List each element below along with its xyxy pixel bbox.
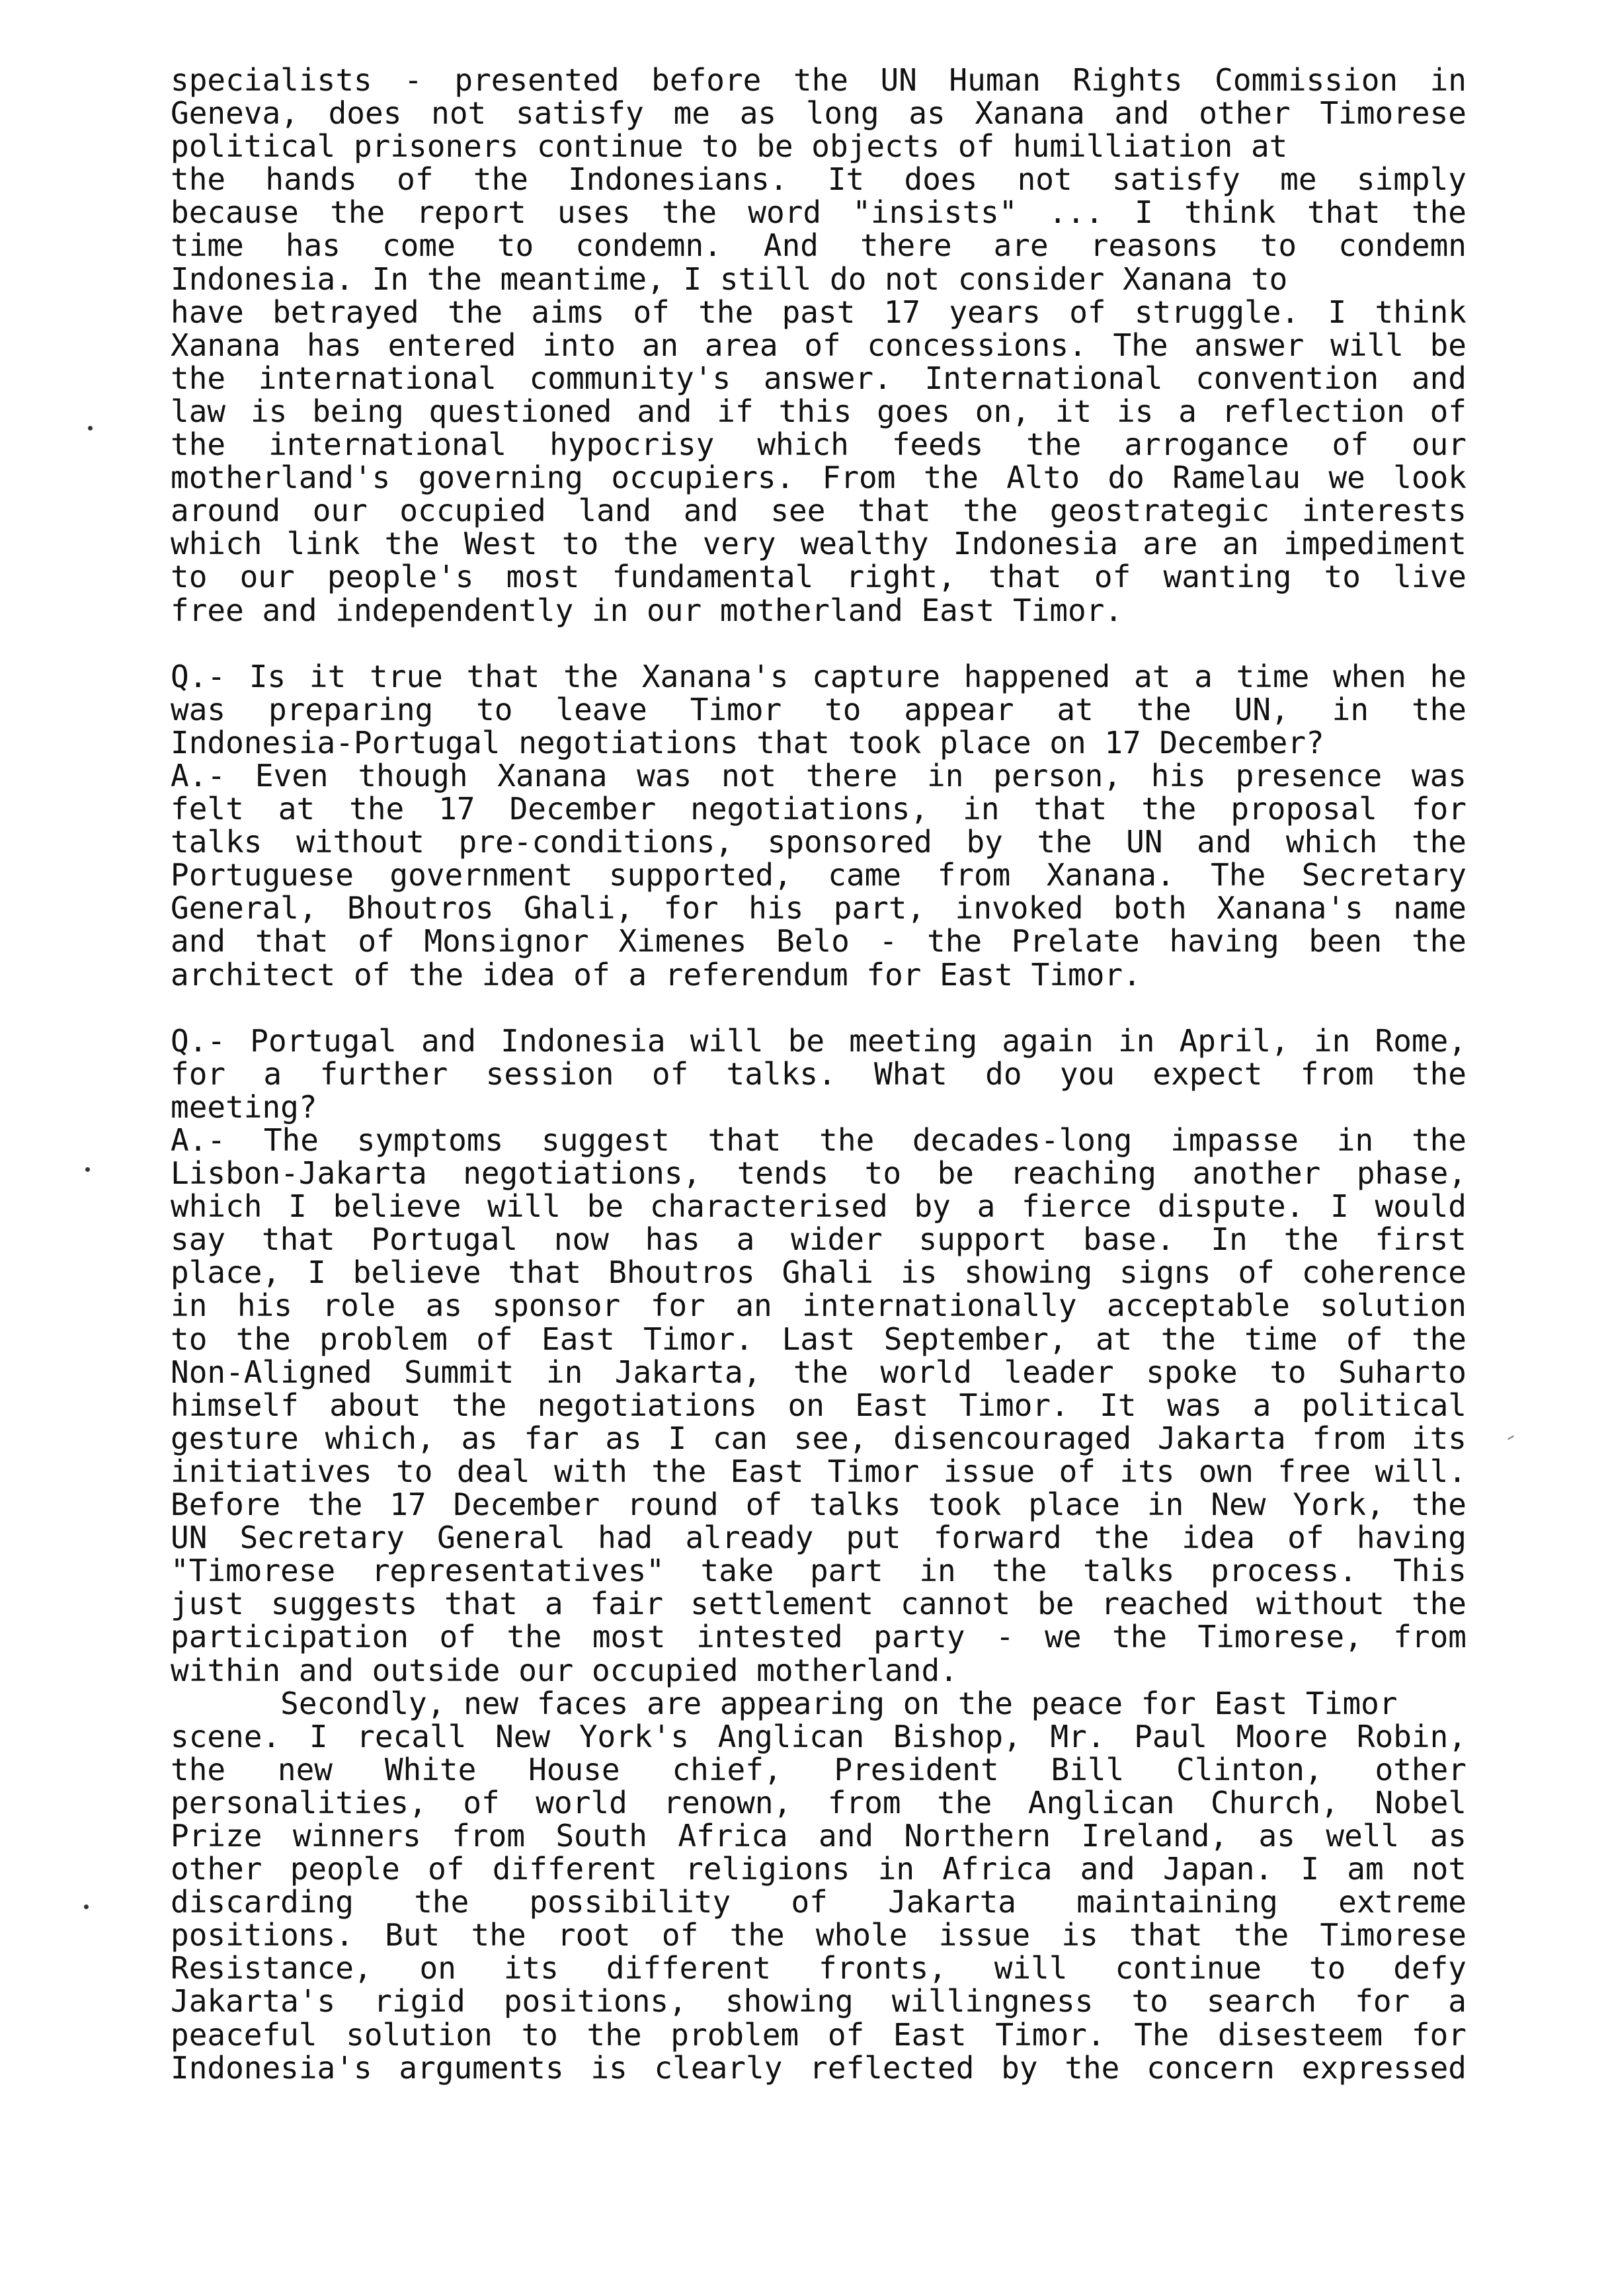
- text-line: Indonesia. In the meantime, I still do not consider Xanana to: [171, 261, 1288, 297]
- margin-mark: [85, 1167, 90, 1172]
- margin-mark: [1508, 1436, 1514, 1440]
- text-line: law is being questioned and if this goes on, it is a reflection of: [171, 393, 1467, 429]
- text-line: and that of Monsignor Ximenes Belo - the Prelate having been the: [171, 923, 1467, 960]
- text-line: for a further session of talks. What do you expect from the: [171, 1055, 1467, 1092]
- text-line: political prisoners continue to be objects of humilliation at: [171, 128, 1288, 165]
- text-line: in his role as sponsor for an internationally acceptable solution: [171, 1288, 1467, 1324]
- document-body: [171, 63, 1467, 2084]
- text-line: positions. But the root of the whole issue is that the Timorese: [171, 1917, 1467, 1953]
- text-line: "Timorese representatives" take part in the talks process. This: [171, 1553, 1467, 1589]
- text-line: General, Bhoutros Ghali, for his part, invoked both Xanana's name: [171, 890, 1467, 926]
- text-line: specialists - presented before the UN Human Rights Commission in: [171, 62, 1467, 98]
- margin-mark: [84, 1905, 89, 1909]
- text-line: free and independently in our motherland East Timor.: [171, 592, 1123, 628]
- text-line: Secondly, new faces are appearing on the peace for East Timor: [171, 1685, 1398, 1721]
- margin-mark: [88, 426, 93, 430]
- text-line: meeting?: [171, 1088, 317, 1125]
- text-line: which link the West to the very wealthy Indonesia are an impediment: [171, 526, 1467, 562]
- text-line: say that Portugal now has a wider support base. In the first: [171, 1221, 1467, 1258]
- text-line: time has come to condemn. And there are reasons to condemn: [171, 227, 1467, 264]
- text-line: Portuguese government supported, came from Xanana. The Secretary: [171, 857, 1467, 893]
- text-line: which I believe will be characterised by a fierce dispute. I would: [171, 1188, 1467, 1225]
- text-line: architect of the idea of a referendum for East Timor.: [171, 956, 1141, 993]
- text-line: peaceful solution to the problem of East Timor. The disesteem for: [171, 2016, 1467, 2053]
- text-line: UN Secretary General had already put forward the idea of having: [171, 1520, 1467, 1556]
- text-line: because the report uses the word "insists" ... I think that the: [171, 194, 1467, 231]
- text-line: motherland's governing occupiers. From the Alto do Ramelau we look: [171, 460, 1467, 496]
- text-line: other people of different religions in Africa and Japan. I am not: [171, 1851, 1467, 1887]
- text-line: scene. I recall New York's Anglican Bishop, Mr. Paul Moore Robin,: [171, 1718, 1467, 1754]
- text-line: talks without pre-conditions, sponsored by the UN and which the: [171, 824, 1467, 860]
- text-line: have betrayed the aims of the past 17 years of struggle. I think: [171, 294, 1467, 330]
- text-line: Prize winners from South Africa and Northern Ireland, as well as: [171, 1817, 1467, 1854]
- text-line: to our people's most fundamental right, that of wanting to live: [171, 559, 1467, 595]
- text-line: discarding the possibility of Jakarta maintaining extreme: [171, 1884, 1467, 1920]
- text-line: himself about the negotiations on East Timor. It was a political: [171, 1387, 1467, 1423]
- text-line: within and outside our occupied motherland.: [171, 1652, 958, 1688]
- text-line: Indonesia-Portugal negotiations that took place on 17 December?: [171, 724, 1324, 760]
- text-line: was preparing to leave Timor to appear at the UN, in the: [171, 691, 1467, 727]
- text-line: Q.- Portugal and Indonesia will be meeting again in April, in Rome,: [171, 1022, 1467, 1059]
- text-line: Q.- Is it true that the Xanana's capture happened at a time when he: [171, 658, 1467, 694]
- text-line: A.- Even though Xanana was not there in person, his presence was: [171, 757, 1467, 794]
- text-line: the international hypocrisy which feeds the arrogance of our: [171, 427, 1467, 463]
- text-line: Resistance, on its different fronts, will continue to defy: [171, 1950, 1467, 1987]
- text-line: just suggests that a fair settlement cannot be reached without the: [171, 1586, 1467, 1622]
- text-line: participation of the most intested party - we the Timorese, from: [171, 1619, 1467, 1655]
- text-line: around our occupied land and see that the geostrategic interests: [171, 493, 1467, 529]
- text-line: Lisbon-Jakarta negotiations, tends to be reaching another phase,: [171, 1155, 1467, 1192]
- text-line: place, I believe that Bhoutros Ghali is showing signs of coherence: [171, 1254, 1467, 1291]
- text-line: the international community's answer. International convention and: [171, 360, 1467, 396]
- text-line: Geneva, does not satisfy me as long as Xanana and other Timorese: [171, 95, 1467, 132]
- text-line: personalities, of world renown, from the Anglican Church, Nobel: [171, 1784, 1467, 1821]
- paragraph-gap: [171, 991, 1467, 1024]
- text-line: initiatives to deal with the East Timor issue of its own free will.: [171, 1453, 1467, 1489]
- text-line: the new White House chief, President Bill Clinton, other: [171, 1751, 1467, 1787]
- text-line: the hands of the Indonesians. It does not satisfy me simply: [171, 161, 1467, 198]
- text-line: to the problem of East Timor. Last September, at the time of the: [171, 1321, 1467, 1357]
- paragraph-gap: [171, 627, 1467, 660]
- text-line: Xanana has entered into an area of concessions. The answer will be: [171, 327, 1467, 363]
- text-line: Before the 17 December round of talks took place in New York, the: [171, 1487, 1467, 1523]
- text-line: Jakarta's rigid positions, showing willingness to search for a: [171, 1983, 1467, 2020]
- text-line: Indonesia's arguments is clearly reflected by the concern expressed: [171, 2049, 1467, 2086]
- text-line: Non-Aligned Summit in Jakarta, the world leader spoke to Suharto: [171, 1354, 1467, 1390]
- text-line: felt at the 17 December negotiations, in that the proposal for: [171, 791, 1467, 827]
- text-line: gesture which, as far as I can see, disencouraged Jakarta from its: [171, 1420, 1467, 1456]
- text-line: A.- The symptoms suggest that the decades-long impasse in the: [171, 1122, 1467, 1158]
